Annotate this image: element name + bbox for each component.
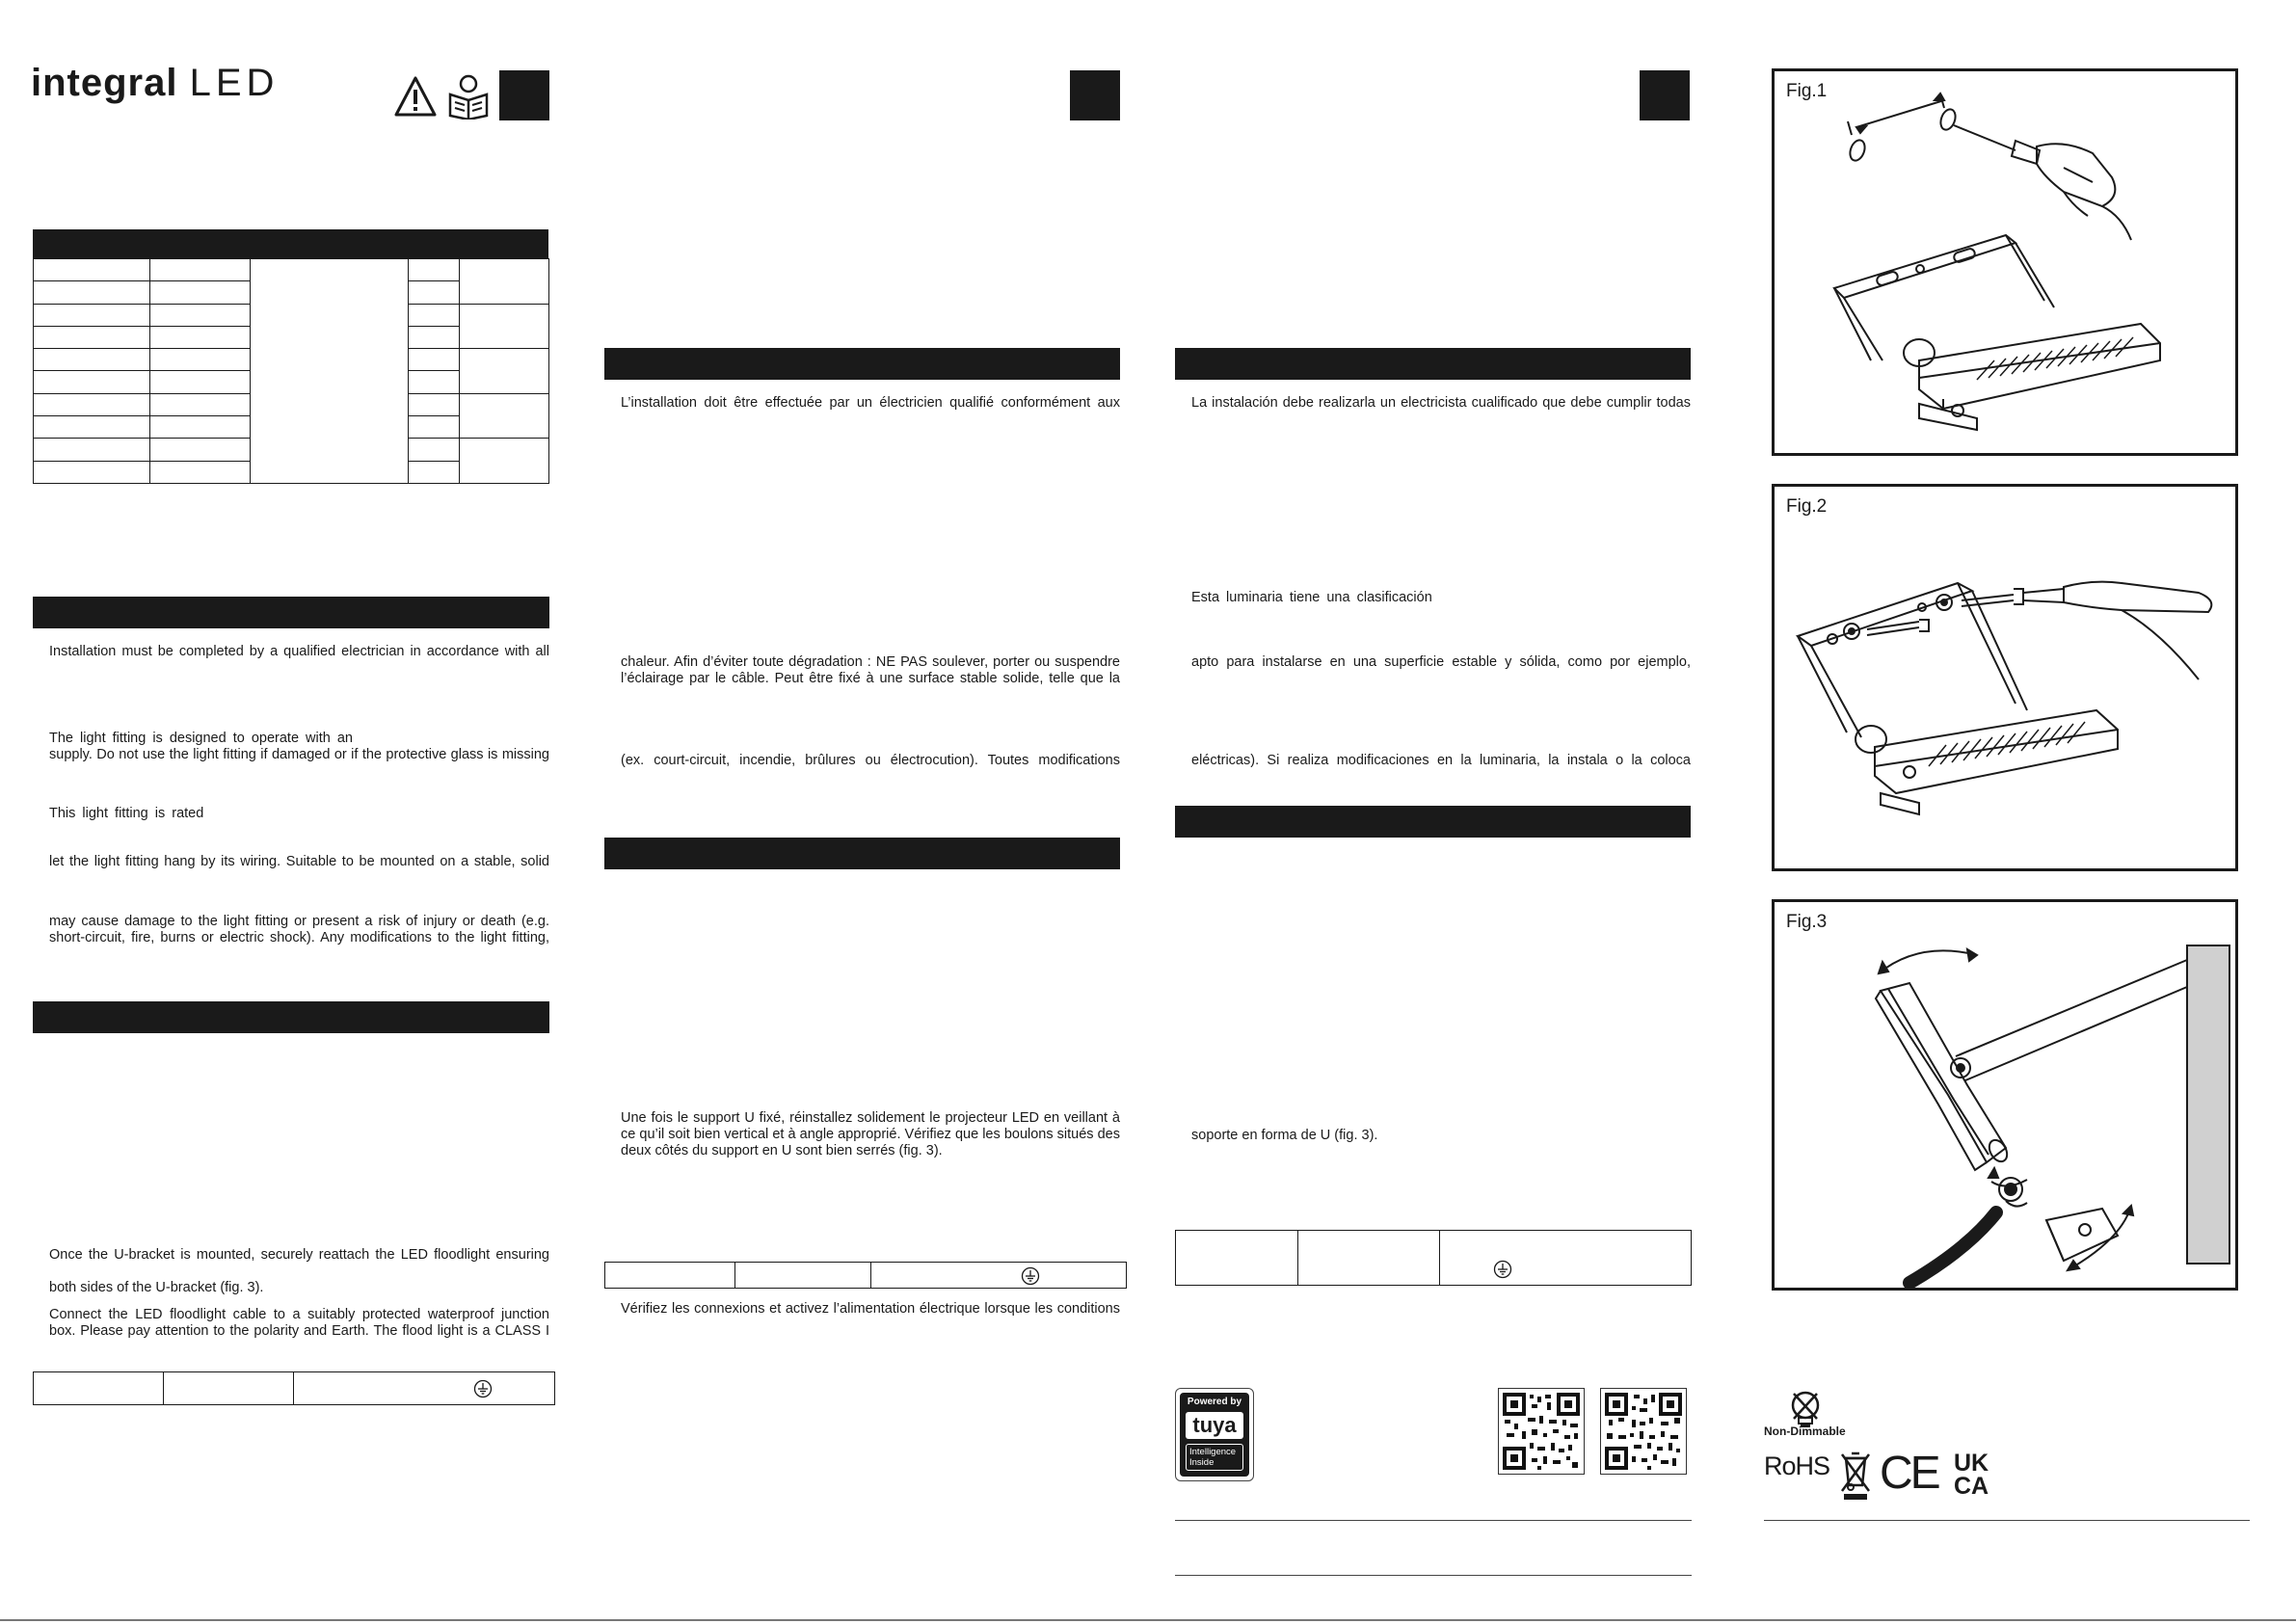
risk-text-fr: (ex. court-circuit, incendie, brûlures ou électrocution). Toutes modifications [621, 753, 1120, 768]
ukca-mark-bottom: CA [1954, 1473, 1989, 1500]
page-bottom-edge [0, 1619, 2296, 1621]
qr-code-icon [1498, 1388, 1585, 1475]
language-tab-es [1640, 70, 1690, 120]
brand-logo [31, 62, 279, 105]
divider-line [1175, 1520, 1692, 1521]
non-dimmable-label: Non-Dimmable [1764, 1424, 1846, 1438]
divider-line [1175, 1575, 1692, 1576]
wiring-table-en [33, 1371, 555, 1405]
class-text-es: Esta luminaria tiene una clasificación [1191, 590, 1432, 605]
spec-table-header [33, 229, 548, 258]
connect-text-en-2: box. Please pay attention to the polarity and Earth. The flood light is a CLASS I [49, 1323, 549, 1339]
heat-text-fr-1: chaleur. Afin d’éviter toute dégradation : NE PAS soulever, porter ou suspendre [621, 654, 1120, 670]
section-header-installation-fr [604, 838, 1120, 869]
angle-adjustment-illustration [1775, 902, 2235, 1288]
install-text-es: La instalación debe realizarla un electricista cualificado que debe cumplir todas [1191, 395, 1691, 411]
section-header-safety-fr [604, 348, 1120, 380]
section-header-installation-en [33, 1001, 549, 1033]
heat-text-fr-2: l’éclairage par le câble. Peut être fixé à une surface stable solide, telle que la [621, 671, 1120, 686]
wiring-table-fr [604, 1262, 1127, 1289]
language-tab-en [499, 70, 549, 120]
qr-code-icon [1600, 1388, 1687, 1475]
tuya-powered-label: Powered by [1187, 1397, 1242, 1407]
figure-2-panel [1772, 484, 2238, 871]
brand-word-led: LED [189, 62, 280, 104]
design-text-en-1: The light fitting is designed to operate with an [49, 731, 353, 746]
figure-1-panel [1772, 68, 2238, 456]
ukca-mark-top: UK [1954, 1450, 1989, 1477]
mount-text-en-1: Once the U-bracket is mounted, securely reattach the LED floodlight ensuring [49, 1247, 549, 1263]
language-tab-fr [1070, 70, 1120, 120]
figure-3-label: Fig.3 [1786, 912, 1828, 932]
read-manual-icon [446, 73, 491, 120]
mount-text-en-2: both sides of the U-bracket (fig. 3). [49, 1280, 264, 1295]
warning-triangle-icon [393, 75, 438, 118]
wiring-table-es [1175, 1230, 1692, 1286]
rated-text-en: This light fitting is rated [49, 806, 204, 821]
elec-text-es: eléctricas). Si realiza modificaciones en la luminaria, la instala o la coloca [1191, 753, 1691, 768]
tuya-inside-label-2: Inside [1189, 1457, 1215, 1468]
hang-text-en: let the light fitting hang by its wiring. Suitable to be mounted on a stable, solid [49, 854, 549, 869]
earth-symbol-icon [473, 1379, 493, 1398]
bracket-text-es: soporte en forma de U (fig. 3). [1191, 1128, 1378, 1143]
verify-text-fr: Vérifiez les connexions et activez l’alimentation électrique lorsque les conditions [621, 1301, 1120, 1317]
tuya-inside-label-1: Intelligence [1189, 1447, 1237, 1457]
section-header-safety-es [1175, 348, 1691, 380]
rohs-mark: RoHS [1764, 1451, 1830, 1480]
ukca-mark [1954, 1451, 1989, 1498]
mount-text-fr-1: Une fois le support U fixé, réinstallez solidement le projecteur LED en veillant à [621, 1110, 1120, 1126]
earth-symbol-icon [1021, 1266, 1040, 1286]
earth-symbol-icon [1493, 1260, 1512, 1279]
mount-text-fr-2: ce qu’il soit bien vertical et à angle approprié. Vérifiez que les boulons situés des [621, 1127, 1120, 1142]
spec-table [33, 258, 549, 484]
damage-text-en-1: may cause damage to the light fitting or present a risk of injury or death (e.g. [49, 914, 549, 929]
surface-text-es: apto para instalarse en una superficie estable y sólida, como por ejemplo, [1191, 654, 1691, 670]
install-text-fr: L’installation doit être effectuée par un électricien qualifié conformément aux [621, 395, 1120, 411]
section-header-installation-es [1175, 806, 1691, 838]
mount-text-fr-3: deux côtés du support en U sont bien serrés (fig. 3). [621, 1143, 943, 1158]
section-header-safety-en [33, 597, 549, 628]
figure-2-label: Fig.2 [1786, 496, 1828, 517]
ce-mark: CE [1880, 1448, 1938, 1499]
screw-mounting-illustration [1775, 487, 2235, 868]
figure-3-panel [1772, 899, 2238, 1291]
install-text-en: Installation must be completed by a qualified electrician in accordance with all [49, 644, 549, 659]
divider-line [1764, 1520, 2250, 1521]
figure-1-label: Fig.1 [1786, 81, 1828, 101]
drill-mounting-illustration [1775, 71, 2235, 453]
weee-bin-icon [1840, 1451, 1871, 1501]
tuya-logo-text: tuya [1192, 1413, 1237, 1437]
damage-text-en-2: short-circuit, fire, burns or electric shock). Any modifications to the light fitting, [49, 930, 549, 945]
brand-word-integral: integral [31, 62, 178, 104]
connect-text-en-1: Connect the LED floodlight cable to a suitably protected waterproof junction [49, 1307, 549, 1322]
design-text-en-2: supply. Do not use the light fitting if damaged or if the protective glass is missing [49, 747, 549, 762]
tuya-badge [1175, 1388, 1254, 1481]
